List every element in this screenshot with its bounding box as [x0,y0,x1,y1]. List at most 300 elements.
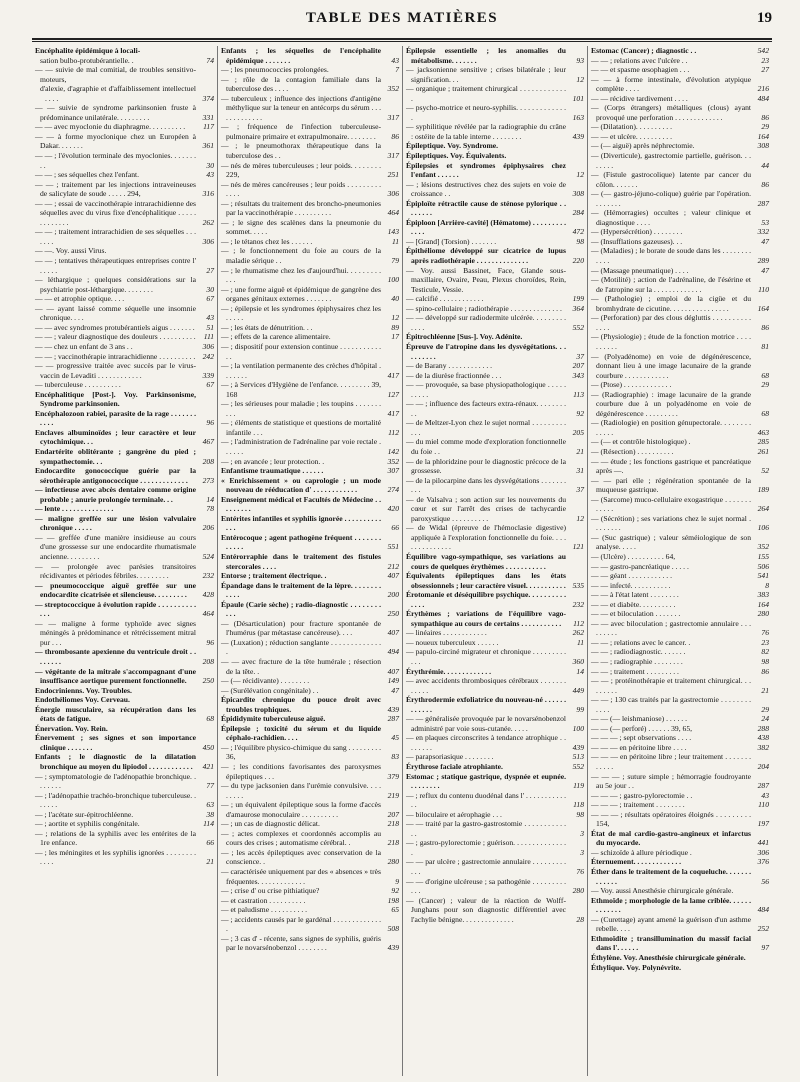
entry-page-ref: 21 [206,857,214,867]
entry-text: — — — en péritoine libre . . . . [591,742,687,752]
index-entry [221,466,399,476]
entry-text: Épreuve de l'atropine dans les dysvégétations. . . . . . . . . . [406,341,566,361]
entry-page-ref: 43 [391,55,399,65]
entry-page-ref: 112 [388,427,399,437]
index-entry [35,466,214,485]
index-entry [221,514,399,533]
entry-page-ref: 218 [387,819,399,829]
entry-page-ref: 68 [761,408,769,418]
entry-text: Épicardite chronique du pouce droit avec troubles trophiques. [221,695,381,714]
entry-text: — — ; traitement intrarachidien de ses séquelles . . . . . . . [35,227,196,246]
entry-text: — syphilitique révélée par la radiographie du crâne : ostéite de la table interne . . . . . . . . [406,122,566,141]
entry-page-ref: 289 [757,256,769,266]
index-entry [35,562,214,581]
entry-text: — maligne greffée sur une lésion valvulaire chronique . . . . . [35,513,196,533]
index-entry [35,180,214,199]
entry-text: — ; épilepsie et les syndromes épiphysaires chez les . . . . . [221,303,381,323]
entry-text: Érythrodermie exfoliatrice du nouveau-né . . . . . . . . . . . . [406,695,566,714]
index-entry [406,571,584,590]
index-entry [35,581,214,600]
entry-page-ref: 508 [387,924,399,934]
entry-page-ref: 428 [202,590,214,600]
index-entry [591,65,769,75]
entry-page-ref: 79 [391,256,399,266]
entry-text: — — suivie de syndrome parkinsonien fruste à prédominance unilatérale. . . . . . . . . [35,103,196,122]
index-entry [35,810,214,820]
index-entry [35,600,214,619]
entry-text: Enseignement médical et Facultés de Médecine . . . . . . . . . [221,494,381,514]
index-entry [591,647,769,657]
entry-text: — ; les états de dénutrition. . . [221,322,313,332]
entry-page-ref: 383 [757,590,769,600]
entry-page-ref: 23 [761,637,769,647]
entry-page-ref: 306 [202,236,214,246]
entry-page-ref: 273 [202,475,214,485]
entry-text: — tuberculeux ; influence des injections d'antigène méthylique sur la teneur en antécorps du sérum . . . . . . . . . . . . . [221,93,381,122]
entry-page-ref: 56 [761,876,769,886]
entry-page-ref: 76 [761,628,769,638]
entry-text: — thrombosante apexienne du ventricule droit . . . . . . . . [35,647,196,666]
index-entry [591,332,769,351]
index-entry [221,94,399,123]
entry-page-ref: 47 [391,685,399,695]
entry-text: — — — ; traitement . . . . . . . . [591,800,685,810]
index-entry [221,332,399,342]
entry-page-ref: 197 [757,819,769,829]
entry-page-ref: 110 [758,800,769,810]
entry-text: — — et biloculation . . . . . . . [591,609,681,619]
entry-text: — (Physiologie) ; étude de la fonction motrice . . . . . . . . . . [591,332,751,351]
entry-page-ref: 472 [572,227,584,237]
entry-page-ref: 28 [576,914,584,924]
entry-text: — de la phloridzine pour le diagnostic précoce de la grossesse. [406,456,566,476]
entry-page-ref: 164 [757,303,769,313]
entry-page-ref: 306 [387,189,399,199]
index-entry [406,457,584,476]
entry-text: Éthylène. Voy. Anesthésie chirurgicale générale. [591,952,746,962]
entry-page-ref: 407 [387,628,399,638]
index-entry [221,323,399,333]
index-entry [591,266,769,276]
entry-text: Équilibre vago-sympathique, ses variations au cours de quelques érythèmes . . . . . . . . . . . [406,551,566,571]
entry-page-ref: 251 [387,170,399,180]
index-entry [591,867,769,886]
entry-text: Érotomanie et déséquilibre psychique. . . . . . . . . . . . . . [406,590,566,609]
index-entry [591,122,769,132]
entry-page-ref: 43 [761,790,769,800]
entry-page-ref: 67 [206,294,214,304]
index-entry [591,581,769,591]
index-entry [221,571,399,581]
entry-page-ref: 37 [576,351,584,361]
index-entry [406,647,584,666]
index-entry [406,476,584,495]
entry-text: Épandage dans le traitement de la lèpre. . . . . . . . . . . . [221,580,381,600]
entry-page-ref: 552 [572,762,584,772]
entry-page-ref: 220 [572,256,584,266]
entry-page-ref: 484 [757,905,769,915]
entry-page-ref: 106 [757,523,769,533]
index-entry [406,667,584,677]
index-entry [221,266,399,285]
entry-text: — ; actes complexes et coordonnés accomplis au cours des crises ; automatisme cérébral. . [221,828,381,848]
entry-page-ref: 24 [761,714,769,724]
index-entry [35,724,214,734]
entry-page-ref: 441 [757,838,769,848]
entry-page-ref: 86 [761,112,769,122]
index-entry [591,294,769,313]
entry-page-ref: 68 [206,714,214,724]
entry-page-ref: 3 [580,828,584,838]
entry-text: Épilepsie ; toxicité du sérum et du liquide céphalo-rachidien. . . . [221,723,381,743]
entry-text: — (Pathologie) ; emploi de la cigüe et du bromhydrate de cicutine. . . . . . . . . . . . . . . . [591,294,751,313]
entry-text: Épilepsies et syndromes épiphysaires chez l'enfant . . . . . . [406,160,566,180]
index-entry [406,819,584,838]
entry-page-ref: 364 [572,303,584,313]
entry-text: — infectieuse avec abcès dentaire comme origine probable ; anurie prolongée terminale. . . [35,485,196,504]
entry-text: — ; la ventilation permanente des crèches d'hôpital . . . . . . . [221,361,381,380]
index-entry [35,791,214,810]
entry-page-ref: 280 [572,886,584,896]
entry-page-ref: 78 [206,504,214,514]
entry-page-ref: 352 [757,542,769,552]
entry-text: — — ; radiodiagnostic. . . . . . . [591,647,686,657]
entry-text: — — traité par la gastro-gastrostomie . . . . . . . . . . . . . [406,819,566,838]
entry-text: — — ; protéinothérapie et traitement chirurgical. . . . . . . . . [591,676,751,695]
index-entry [406,523,584,552]
entry-text: Enclaves albuminoïdes ; leur caractère et leur cytochimique. . . [35,427,196,447]
entry-text: — tuberculeuse . . . . . . . . . . [35,380,121,390]
entry-page-ref: 142 [387,446,399,456]
index-entry [406,752,584,762]
entry-text: — — greffée d'une manière insidieuse au cours d'une grossesse sur une endocardite rhumatismale ancienne. . . . . . . . . [35,532,196,561]
entry-text: — — récidive tardivement . . . . [591,93,688,103]
entry-page-ref: 96 [206,637,214,647]
entry-text: Entérites infantiles et syphilis ignorée . . . . . . . . . . . . . [221,513,381,533]
entry-page-ref: 11 [576,637,584,647]
index-entry [591,75,769,94]
entry-page-ref: 21 [576,446,584,456]
entry-page-ref: 100 [572,723,584,733]
entry-page-ref: 352 [387,84,399,94]
entry-page-ref: 494 [387,647,399,657]
entry-page-ref: 30 [206,160,214,170]
entry-text: — avec accidents thrombosiques cérébraux . . . . . . . . . . . . [406,676,566,695]
index-entry [406,380,584,399]
entry-page-ref: 81 [761,341,769,351]
entry-page-ref: 40 [391,294,399,304]
entry-page-ref: 47 [761,265,769,275]
index-entry [221,75,399,94]
index-entry [406,84,584,103]
entry-page-ref: 232 [572,599,584,609]
entry-text: Encéphalite épidémique à locali- [35,46,141,55]
entry-page-ref: 149 [387,676,399,686]
entry-text: — — ayant laissé comme séquelle une insomnie chronique. . . . [35,303,196,323]
entry-text: État de mal cardio-gastro-angineux et infarctus du myocarde. [591,828,751,848]
entry-text: — — étude ; les fonctions gastrique et pancréatique après —. [591,456,751,476]
index-entry [221,657,399,676]
entry-text: — (Cancer) ; valeur de la réaction de Wolff-Junghans pour son diagnostic différentiel avec l'achylie bénigne. . . . . . . . . . . . . . [406,895,566,924]
index-column-2 [217,46,402,1076]
entry-page-ref: 382 [757,742,769,752]
entry-page-ref: 82 [761,647,769,657]
header-rule [32,38,772,42]
entry-text: Érythrose faciale atrophiante. [406,762,503,772]
entry-text: — — géant . . . . . . . . . . . . [591,571,672,581]
index-entry [591,934,769,953]
index-entry [406,141,584,151]
entry-text: — (Ulcère) . . . . . . . . . . 64, [591,551,676,561]
index-entry [406,342,584,361]
entry-text: — ; l'acétate sur-épitrochléenne. [35,809,134,819]
entry-page-ref: 43 [206,170,214,180]
index-entry [221,915,399,934]
entry-text: Épiploon [Arrière-cavité] (Hématome) . . . . . . . . . . . . . [406,217,566,237]
entry-page-ref: 261 [757,446,769,456]
entry-page-ref: 216 [757,84,769,94]
entry-page-ref: 439 [572,742,584,752]
entry-page-ref: 86 [761,179,769,189]
entry-page-ref: 449 [572,685,584,695]
entry-text: — de Meltzer-Lyon chez le sujet normal . . . . . . . . . . . . [406,418,566,437]
entry-text: — — — ; gastro-pylorectomie . . [591,790,693,800]
index-entry [221,714,399,724]
entry-text: — — et atrophie optique. . . . [35,294,125,304]
entry-text: — streptococcique à évolution rapide . . . . . . . . . . . . . [35,599,196,619]
entry-text: — de la pilocarpine dans les dysvégétations . . . . . . . . . . [406,475,566,495]
index-entry [406,791,584,810]
entry-page-ref: 421 [202,762,214,772]
entry-text: Énergie musculaire, sa récupération dans les états de fatigue. [35,704,196,724]
entry-text: Estomac ; statique gastrique, dyspnée et eupnée. . . . . . . . . [406,771,566,791]
index-entry [35,352,214,362]
index-entry [591,514,769,533]
index-entry [591,533,769,552]
entry-page-ref: 332 [757,227,769,237]
entry-text: — du miel comme mode d'exploration fonctionnelle du foie . . [406,437,566,456]
entry-page-ref: 30 [206,284,214,294]
entry-text: Endocrinienns. Voy. Troubles. [35,685,132,695]
index-entry [406,695,584,714]
entry-text: — ; les conditions favorisantes des paroxysmes épileptiques . . . [221,762,381,781]
index-entry [221,199,399,218]
entry-text: — — ; valeur diagnostique des douleurs . . . . . . . . . . [35,332,196,342]
entry-text: — ; relations de la syphilis avec les entérites de la 1re enfance. [35,828,196,848]
entry-page-ref: 51 [206,322,214,332]
entry-page-ref: 506 [757,561,769,571]
entry-text: — calcifié . . . . . . . . . . . . [406,294,484,304]
entry-text: — — ; traitement . . . . . . . . . [591,666,679,676]
index-entry [35,428,214,447]
entry-text: — (Hypersécrétion) . . . . . . . . [591,227,683,237]
entry-page-ref: 513 [572,752,584,762]
index-entry [406,151,584,161]
entry-page-ref: 8 [765,580,769,590]
entry-text: — — ; traitement par les injections intraveineuses de salicylate de soude . . . . . 294, [35,179,196,199]
entry-page-ref: 287 [757,198,769,208]
index-entry [221,886,399,896]
index-entry [221,418,399,437]
entry-text: Épithéliome développé sur cicatrice de lupus après radiothérapie . . . . . . . . . . . . . . [406,246,566,266]
entry-page-ref: 11 [391,236,399,246]
entry-text: — jacksonienne sensitive ; crises bilatérale ; leur signification. . . [406,65,566,84]
entry-page-ref: 541 [757,571,769,581]
entry-page-ref: 27 [761,65,769,75]
entry-text: — ; un cas de diagnostic délicat. [221,819,320,829]
entry-page-ref: 450 [202,742,214,752]
entry-text: — noueux tuberculeux . . . . . . [406,637,499,647]
entry-text: — ; l'équilibre physico-chimique du sang . . . . . . . . . 36, [221,742,381,762]
entry-text: — papulo-circiné migrateur et chronique . . . . . . . . . . . . [406,647,566,666]
entry-text: — — ; relations avec l'ulcère . . [591,55,688,65]
index-entry [406,199,584,218]
entry-page-ref: 361 [202,141,214,151]
index-entry [221,476,399,495]
index-entry [35,514,214,533]
entry-text: — — avec fracture de la tête humérale ; résection de la tête. . [221,657,381,676]
index-entry [591,791,769,801]
entry-text: Entérorraphie dans le traitement des fistules stercorales . . . . [221,551,381,571]
index-entry [221,161,399,180]
entry-text: Endocardite gonococcique guérie par la sérothérapie antigonococcique . . . . . . . . . . . . . [35,466,196,485]
index-entry [221,180,399,199]
index-entry [406,418,584,437]
index-entry [591,714,769,724]
entry-text: — (— récidivante) . . . . . . . . [221,676,310,686]
entry-text: — (Perforation) par des clous dégluttis . . . . . . . . . . . . . . [591,313,751,332]
index-entry [591,743,769,753]
entry-page-ref: 352 [387,456,399,466]
index-entry [591,733,769,743]
index-entry [35,227,214,246]
index-entry [221,246,399,265]
entry-page-ref: 252 [757,924,769,934]
entry-page-ref: 219 [387,790,399,800]
entry-text: Entérocoque ; agent pathogène fréquent . . . . . . . . . . . . [221,532,381,552]
entry-page-ref: 44 [761,160,769,170]
entry-page-ref: 343 [572,370,584,380]
index-entry [221,686,399,696]
entry-text: — ; reflux du contenu duodénal dans l' . . . . . . . . . . . . . [406,790,566,810]
entry-text: Épiploïte rétractile cause de sténose pylorique . . . . . . . . [406,198,566,218]
index-entry [35,256,214,275]
entry-text: — — généralisée provoquée par le novarsénobenzol administré par voie sous-cutanée. . . . . [406,714,566,733]
index-entry [35,65,214,84]
index-entry [406,495,584,524]
entry-text: Encéphalozoon rabiei, parasite de la rage . . . . . . . . . . . [35,408,196,428]
entry-text: — — ; tentatives thérapeutiques entreprises contre l' . . . . . [35,256,196,275]
entry-text: — (Massage pneumatique) . . . . [591,265,689,275]
entry-text: Encéphalitique [Post-]. Voy. Parkinsonisme, Syndrome parkinsonien. [35,389,196,409]
index-entry [406,399,584,418]
entry-page-ref: 439 [387,943,399,953]
index-entry [221,724,399,743]
index-entry [221,819,399,829]
entry-text: — de Widal (épreuve de l'hémoclasie digestive) appliquée à l'exploration fonctionnelle du foie. . . . . . . . . . . . . . . [406,523,566,552]
entry-page-ref: 37 [576,485,584,495]
entry-text: — — par ulcère ; gastrectomie annulaire . . . . . . . . . . . . [406,857,566,877]
index-entry [35,409,214,428]
entry-text: — ; à Services d'Hygiène de l'enfance. . . . . . . . . 39, 168 [221,380,381,399]
index-entry [35,733,214,752]
index-entry [221,304,399,323]
entry-page-ref: 306 [757,847,769,857]
entry-text: — de Barany . . . . . . . . . . . . [406,361,493,371]
page-title: TABLE DES MATIÈRES [305,10,499,26]
index-entry [591,676,769,695]
index-entry [591,800,769,810]
entry-text: Épileptiques. Voy. Équivalents. [406,151,507,161]
index-entry [35,705,214,724]
entry-text: — — provoquée, sa base physiopathologique . . . . . . . . . . [406,380,566,399]
entry-text: — (Sarcome) muco-cellulaire exogastrique . . . . . . . . . . . . [591,494,751,514]
entry-text: Équivalents épileptiques dans les états obsessionnels ; leur caractère visuel. . . . . . . . . . . [406,571,566,590]
entry-page-ref: 288 [757,723,769,733]
entry-page-ref: 12 [576,513,584,523]
entry-text: — nés de mères cancéreuses ; leur poids . . . . . . . . . . . . . [221,179,381,199]
entry-text: — — et spasme œsophagien . . . [591,65,690,75]
entry-text: — Voy. aussi Anesthésie chirurgicale générale. [591,886,734,896]
entry-page-ref: 438 [757,733,769,743]
entry-text: — ; un équivalent épileptique sous la forme d'accès d'amaurose monoculaire . . . . . . . . . . [221,800,381,819]
entry-text: — — développé sur radiodermite ulcérée. . . . . . . . . . . . . [406,313,566,332]
entry-text: — ; l'administration de l'adrénaline par voie rectale . . . . . . [221,437,381,456]
index-entry [221,141,399,160]
index-entry [35,667,214,686]
entry-text: Épilepsie essentielle ; les anomalies du métabolisme. . . . . . . [406,46,566,65]
index-entry [35,380,214,390]
index-entry [221,380,399,399]
entry-page-ref: 164 [757,599,769,609]
index-entry [591,46,769,56]
index-entry [406,46,584,65]
entry-text: — de la diurèse fractionnée . . . [406,370,502,380]
index-entry [221,638,399,657]
entry-page-ref: 117 [203,122,214,132]
entry-page-ref: 112 [573,618,584,628]
entry-page-ref: 9 [395,876,399,886]
entry-text: « Enrichissement » ou caprologie ; un mode nouveau de rééducation d' . . . . . . . . . . . . [221,475,381,495]
index-entry [221,495,399,514]
index-entry [35,447,214,466]
entry-page-ref: 207 [387,809,399,819]
index-entry [591,619,769,638]
entry-text: Épaule (Carie sèche) ; radio-diagnostic . . . . . . . . . . . [221,599,381,619]
entry-text: — nés de mères tuberculeuses ; leur poids. . . . . . . . 229, [221,160,381,180]
entry-text: — et castration . . . . . . . . . . [221,895,306,905]
entry-text: Énervement ; ses signes et son importance clinique . . . . . . . [35,733,196,752]
index-entry [591,246,769,265]
index-entry [406,628,584,638]
entry-text: Épitrochléenne [Sus-]. Voy. Adénite. [406,332,523,342]
index-entry [406,332,584,342]
index-entry [35,151,214,170]
index-entry [406,266,584,295]
entry-text: Épileptique. Voy. Syndrome. [406,141,499,151]
entry-text: — ; le tétanos chez les . . . . . . [221,236,313,246]
index-entry [406,590,584,609]
entry-page-ref: 287 [387,714,399,724]
entry-page-ref: 417 [387,370,399,380]
entry-text: — — — ; suture simple ; hémorragie foudroyante au 5e jour . . [591,771,751,791]
entry-page-ref: 119 [573,781,584,791]
entry-text: Épididymite tuberculeuse aiguë. [221,714,326,724]
index-entry [591,752,769,771]
index-entry [221,762,399,781]
index-entry [591,886,769,896]
entry-text: — (Insufflations gazeuses). . . [591,236,683,246]
